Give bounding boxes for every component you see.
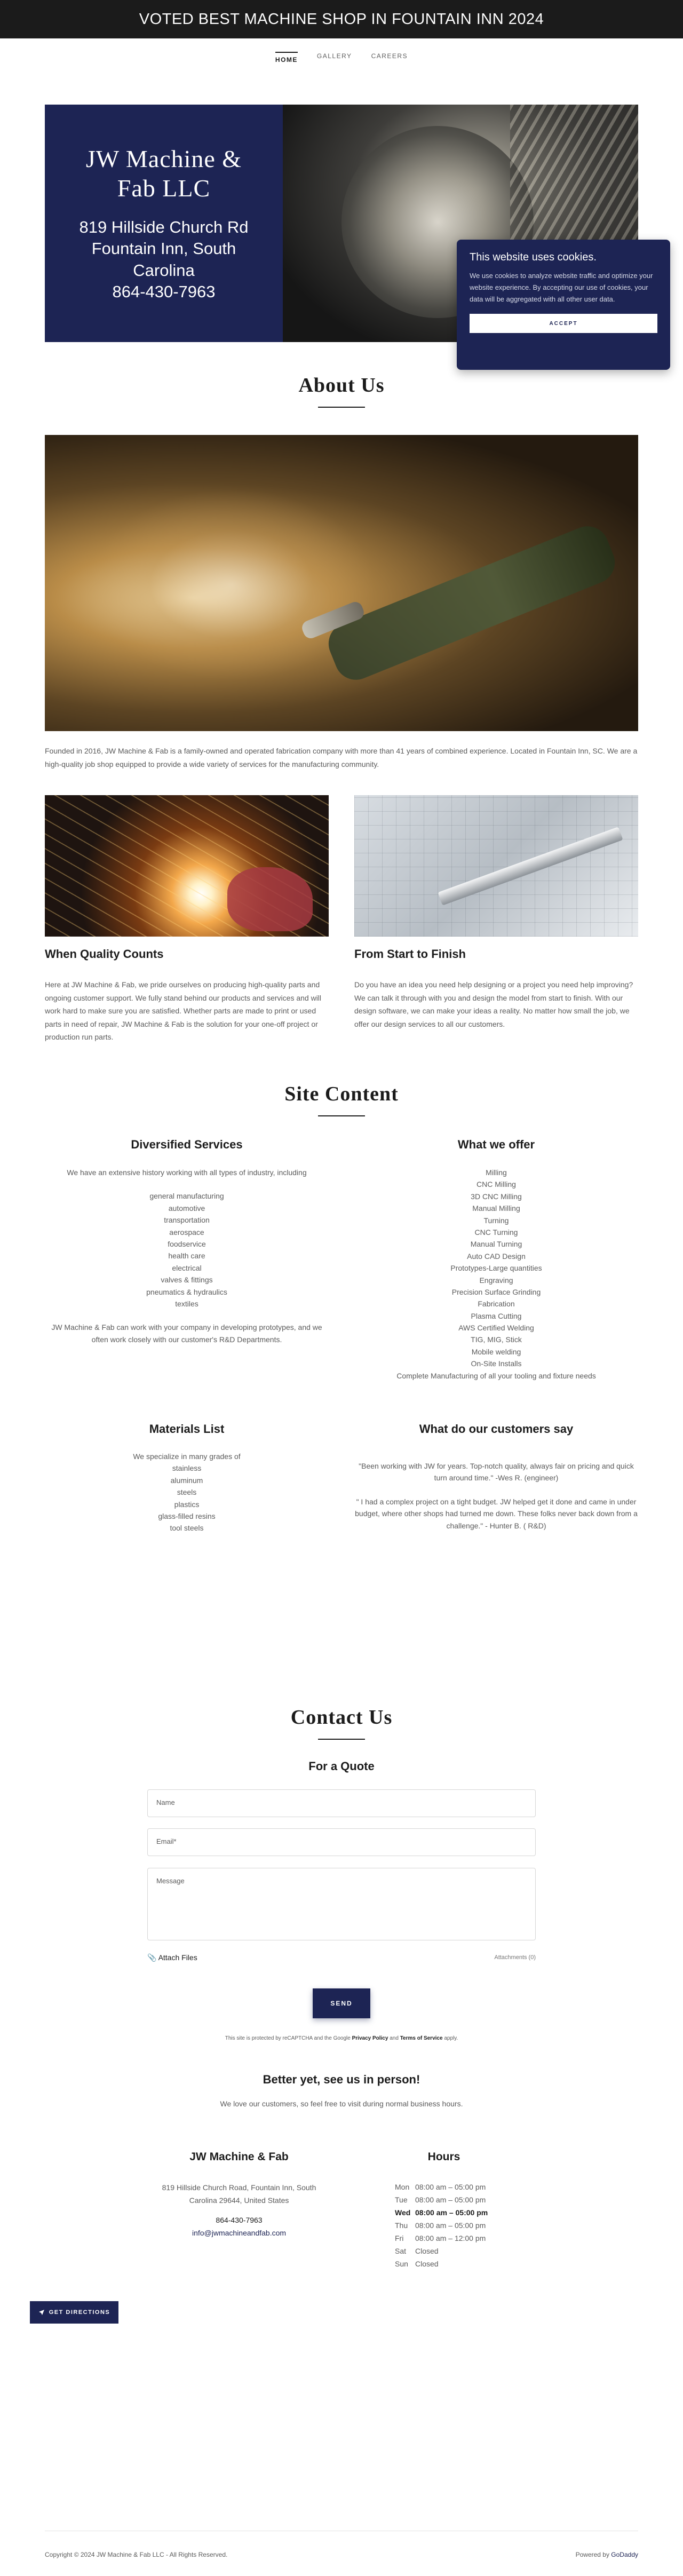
business-address-line1: 819 Hillside Church Road, Fountain Inn, South [162,2183,316,2192]
email-field[interactable]: Email* [147,1828,536,1856]
feature-title-quality: When Quality Counts [45,947,164,961]
hero-title: JW Machine & Fab LLC [85,145,242,202]
cookie-title: This website uses cookies. [470,251,597,263]
about-title-rule [318,407,365,408]
hours-time: 08:00 am – 05:00 pm [415,2183,486,2191]
hours-day: Sat [395,2247,407,2255]
footer-copyright: Copyright © 2024 JW Machine & Fab LLC - All Rights Reserved. [45,2551,228,2558]
hours-title: Hours [427,2151,460,2163]
list-item: electrical [172,1263,202,1272]
business-address [114,2182,364,2207]
hero-address-line1: 819 Hillside Church Rd [79,218,249,237]
cookie-banner [457,240,670,370]
welding-image-glove [227,867,313,931]
list-item: plastics [174,1500,200,1509]
recaptcha-notice [0,2035,683,2041]
hours-day: Wed [395,2208,411,2217]
spacer [354,1484,638,1496]
send-button[interactable]: SEND [313,1988,370,2018]
name-field[interactable]: Name [147,1789,536,1817]
main-nav [0,38,683,77]
blueprint-image-grid [354,795,638,937]
spacer [45,1310,329,1321]
list-item: aluminum [170,1476,203,1485]
attach-files-link[interactable] [147,1953,197,1962]
list-item: Fabrication [478,1299,515,1309]
list-item: Plasma Cutting [471,1311,522,1320]
diversified-outro: JW Machine & Fab can work with your company in developing prototypes, and we often work closely with our customer's R&D Departments. [51,1323,322,1344]
list-item: Precision Surface Grinding [451,1287,541,1296]
hours-table [395,2181,488,2270]
list-item: TIG, MIG, Stick [471,1335,522,1344]
hours-row [395,2219,488,2232]
hours-time: 08:00 am – 05:00 pm [415,2195,486,2204]
hours-time: Closed [415,2247,439,2255]
offer-heading: What we offer [457,1138,535,1151]
about-text: Founded in 2016, JW Machine & Fab is a family-owned and operated fabrication company with more than 41 years of combined experience. Located in Fountain Inn, SC. We are a high-quality job shop equipped to provide a wide variety of services for the manufacturing community. [45,747,638,768]
list-item: transportation [164,1216,210,1225]
hours-time: 08:00 am – 05:00 pm [415,2221,486,2230]
terms-of-service-link[interactable]: Terms of Service [400,2035,443,2041]
contact-title-rule [318,1739,365,1740]
navigation-arrow-icon [38,2309,45,2316]
testimonials-list [354,1460,638,1532]
list-item: textiles [175,1299,198,1308]
powered-by-prefix: Powered by [575,2551,611,2558]
cookie-accept-button[interactable]: ACCEPT [470,314,657,333]
message-field[interactable]: Message [147,1868,536,1940]
list-item: 3D CNC Milling [471,1192,522,1201]
list-item: CNC Turning [474,1227,518,1237]
hours-day: Sun [395,2260,408,2268]
hours-row [395,2257,488,2270]
hours-day: Fri [395,2234,404,2242]
hours-row-today [395,2206,488,2219]
hero-info-panel [45,105,283,342]
hours-time: 08:00 am – 12:00 pm [415,2234,486,2242]
list-item: steels [177,1488,197,1497]
get-directions-label: GET DIRECTIONS [49,2309,110,2316]
list-item: Auto CAD Design [467,1251,526,1261]
list-item: pneumatics & hydraulics [146,1287,227,1296]
hours-row [395,2193,488,2206]
attachments-count: Attachments (0) [494,1954,536,1961]
business-email[interactable]: info@jwmachineandfab.com [192,2229,287,2237]
welding-image [45,795,329,937]
list-item: automotive [168,1203,205,1212]
hero-phone: 864-430-7963 [112,282,216,301]
feature-title-start-finish: From Start to Finish [354,947,466,961]
banner-text: VOTED BEST MACHINE SHOP IN FOUNTAIN INN 2024 [139,10,544,28]
materials-intro: We specialize in many grades of [133,1452,241,1461]
captcha-suffix: apply. [442,2035,458,2041]
testimonials-heading: What do our customers say [419,1422,574,1436]
visit-subtitle: We love our customers, so feel free to visit during normal business hours. [220,2099,463,2108]
hours-time: 08:00 am – 05:00 pm [415,2208,488,2217]
list-item: Turning [483,1216,509,1225]
list-item: aerospace [169,1227,204,1237]
business-phone[interactable]: 864-430-7963 [216,2216,263,2224]
privacy-policy-link[interactable]: Privacy Policy [352,2035,388,2041]
feature-text-quality: Here at JW Machine & Fab, we pride ourselves on producing high-quality parts and ongoing customer support. We fully stand behind our products and services and will work hard to make sure you are satisfied. Whether parts are made to print or used parts in need of repair, JW Machine & Fab is the solution for your one-off project or production run parts. [45,980,322,1041]
list-item: AWS Certified Welding [458,1323,534,1333]
list-item: Manual Milling [472,1204,520,1213]
list-item: CNC Milling [476,1180,516,1189]
visit-title: Better yet, see us in person! [263,2073,420,2086]
cookie-text: We use cookies to analyze website traffic and optimize your website experience. By accepting our use of cookies, your data will be aggregated with all other user data. [470,272,653,304]
list-item: Engraving [479,1275,513,1285]
hours-day: Tue [395,2195,408,2204]
site-content-title: Site Content [284,1083,399,1105]
list-item: Prototypes-Large quantities [450,1264,542,1273]
paperclip-icon: 📎 [147,1953,157,1962]
hours-time: Closed [415,2260,439,2268]
attach-files-label: Attach Files [158,1953,197,1962]
site-content-title-rule [318,1115,365,1116]
nav-item-home[interactable]: HOME [275,52,298,64]
testimonial-quote: " I had a complex project on a tight budget. JW helped get it done and came in under budget, where other shops had turned me down. These folks never back down from a challenge." - Hunter B. ( R&D) [355,1497,638,1530]
diversified-intro: We have an extensive history working with all types of industry, including [67,1168,307,1177]
hours-day: Thu [395,2221,408,2230]
list-item: stainless [172,1464,202,1473]
about-title: About Us [298,374,385,397]
list-item: Complete Manufacturing of all your tooling and fixture needs [396,1371,596,1380]
list-item: Manual Turning [470,1240,522,1249]
list-item: general manufacturing [149,1192,224,1201]
godaddy-link[interactable]: GoDaddy [611,2551,638,2558]
list-item: Mobile welding [471,1347,521,1356]
diversified-list [45,1167,329,1345]
about-lathe-image [45,435,638,731]
list-item: foodservice [168,1239,206,1248]
hero-address-line2: Fountain Inn, South Carolina [91,239,236,280]
business-address-line2: Carolina 29644, United States [189,2195,289,2205]
hours-row [395,2232,488,2245]
nav-item-gallery[interactable]: GALLERY [316,52,352,60]
materials-heading: Materials List [149,1422,225,1436]
list-item: Milling [486,1168,507,1177]
materials-list [45,1451,329,1534]
contact-title: Contact Us [290,1706,393,1729]
announcement-banner [0,0,683,38]
list-item: tool steels [170,1524,204,1533]
captcha-and: and [388,2035,400,2041]
list-item: glass-filled resins [158,1511,216,1520]
hours-row [395,2181,488,2193]
testimonial-quote: "Been working with JW for years. Top-notch quality, always fair on pricing and quick turn around time." -Wes R. (engineer) [359,1462,634,1483]
list-item: valves & fittings [161,1275,213,1285]
hours-day: Mon [395,2183,410,2191]
footer-powered-by [531,2551,638,2558]
quote-form-heading: For a Quote [308,1759,375,1773]
get-directions-button[interactable] [30,2301,118,2324]
nav-item-careers[interactable]: CAREERS [371,52,408,60]
offer-list [354,1167,638,1382]
captcha-prefix: This site is protected by reCAPTCHA and the Google [225,2035,352,2041]
blueprint-image [354,795,638,937]
business-name: JW Machine & Fab [189,2151,289,2163]
list-item: On-Site Installs [471,1359,522,1368]
diversified-heading: Diversified Services [131,1138,243,1151]
list-item: health care [168,1251,205,1261]
feature-text-start-finish: Do you have an idea you need help designing or a project you need help improving? We can talk it through with you and design the model from start to finish. With our design software, we can make your ideas a reality. No matter how small the job, we offer our design services to all our customers. [354,980,633,1028]
hours-row [395,2245,488,2257]
spacer [45,1178,329,1190]
